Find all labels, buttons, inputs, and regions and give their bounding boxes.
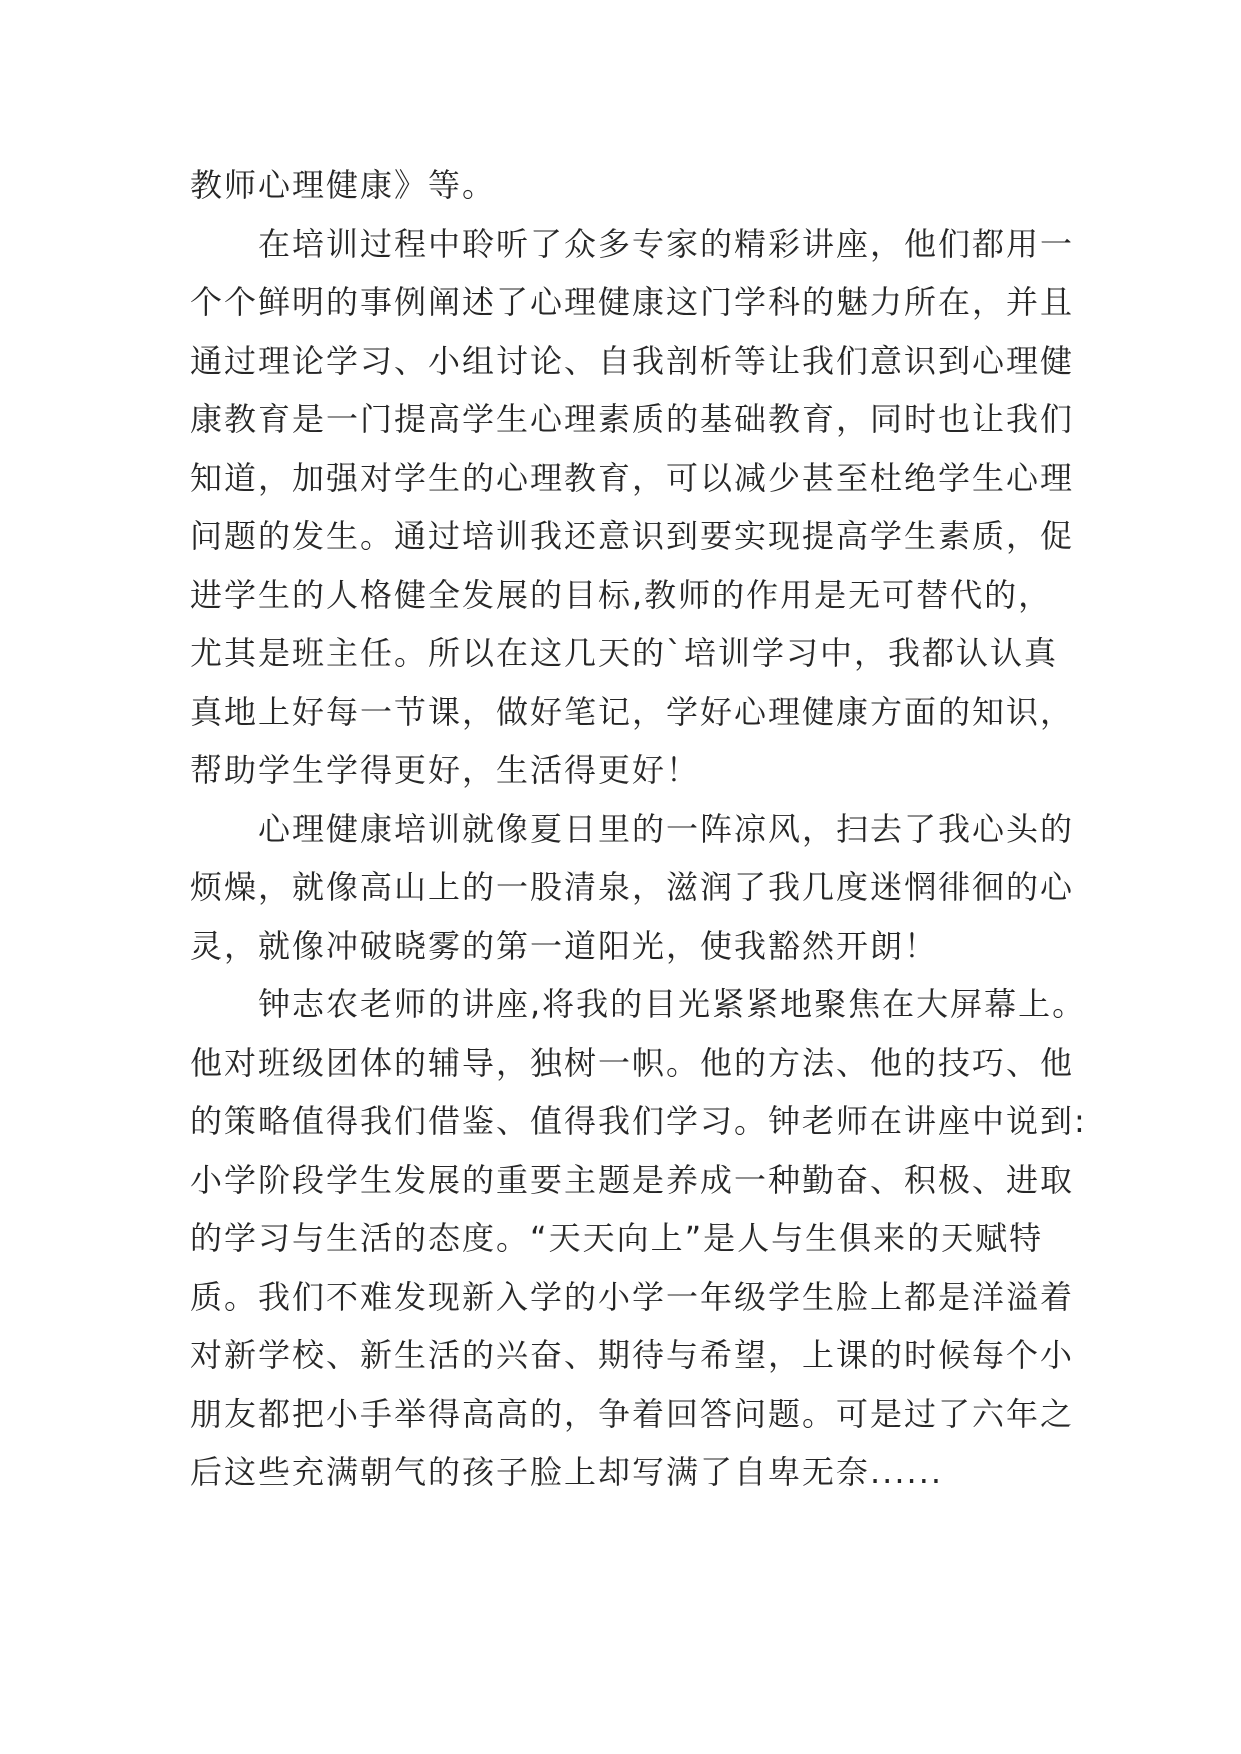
text-line: 通过理论学习、小组讨论、自我剖析等让我们意识到心理健 [190, 341, 1075, 380]
text-line: 的策略值得我们借鉴、值得我们学习。钟老师在讲座中说到: [190, 1102, 1087, 1140]
text-line: 后这些充满朝气的孩子脸上却写满了自卑无奈...... [190, 1453, 944, 1491]
text-line: 帮助学生学得更好，生活得更好！ [190, 751, 701, 789]
text-line: 朋友都把小手举得高高的，争着回答问题。可是过了六年之 [190, 1394, 1075, 1433]
text-line: 的学习与生活的态度。“天天向上”是人与生俱来的天赋特 [190, 1219, 1044, 1257]
text-line: 质。我们不难发现新入学的小学一年级学生脸上都是洋溢着 [190, 1277, 1075, 1316]
text-line: 烦燥，就像高山上的一股清泉，滋润了我几度迷惘徘徊的心 [190, 868, 1075, 906]
body-text [190, 156, 1087, 1502]
text-line: 教师心理健康》等。 [190, 166, 497, 204]
text-line: 他对班级团体的辅导，独树一帜。他的方法、他的技巧、他 [190, 1043, 1075, 1082]
text-line: 个个鲜明的事例阐述了心理健康这门学科的魅力所在，并且 [190, 283, 1075, 321]
paragraph-start-line: 在培训过程中聆听了众多专家的精彩讲座，他们都用一 [258, 224, 1075, 263]
text-line: 问题的发生。通过培训我还意识到要实现提高学生素质，促 [190, 517, 1075, 555]
text-line: 对新学校、新生活的兴奋、期待与希望，上课的时候每个小 [190, 1336, 1075, 1374]
paragraph-start-line: 钟志农老师的讲座,将我的目光紧紧地聚焦在大屏幕上。 [258, 985, 1087, 1023]
text-line: 灵，就像冲破晓雾的第一道阳光，使我豁然开朗！ [190, 926, 939, 965]
text-line: 进学生的人格健全发展的目标,教师的作用是无可替代的， [190, 575, 1053, 614]
text-line: 尤其是班主任。所以在这几天的`培训学习中，我都认认真 [190, 634, 1059, 672]
text-line: 知道，加强对学生的心理教育，可以减少甚至杜绝学生心理 [190, 458, 1075, 497]
text-line: 真地上好每一节课，做好笔记，学好心理健康方面的知识， [190, 692, 1075, 731]
text-line: 康教育是一门提高学生心理素质的基础教育，同时也让我们 [190, 400, 1075, 438]
text-line: 小学阶段学生发展的重要主题是养成一种勤奋、积极、进取 [190, 1160, 1075, 1199]
paragraph-start-line: 心理健康培训就像夏日里的一阵凉风，扫去了我心头的 [258, 809, 1075, 848]
